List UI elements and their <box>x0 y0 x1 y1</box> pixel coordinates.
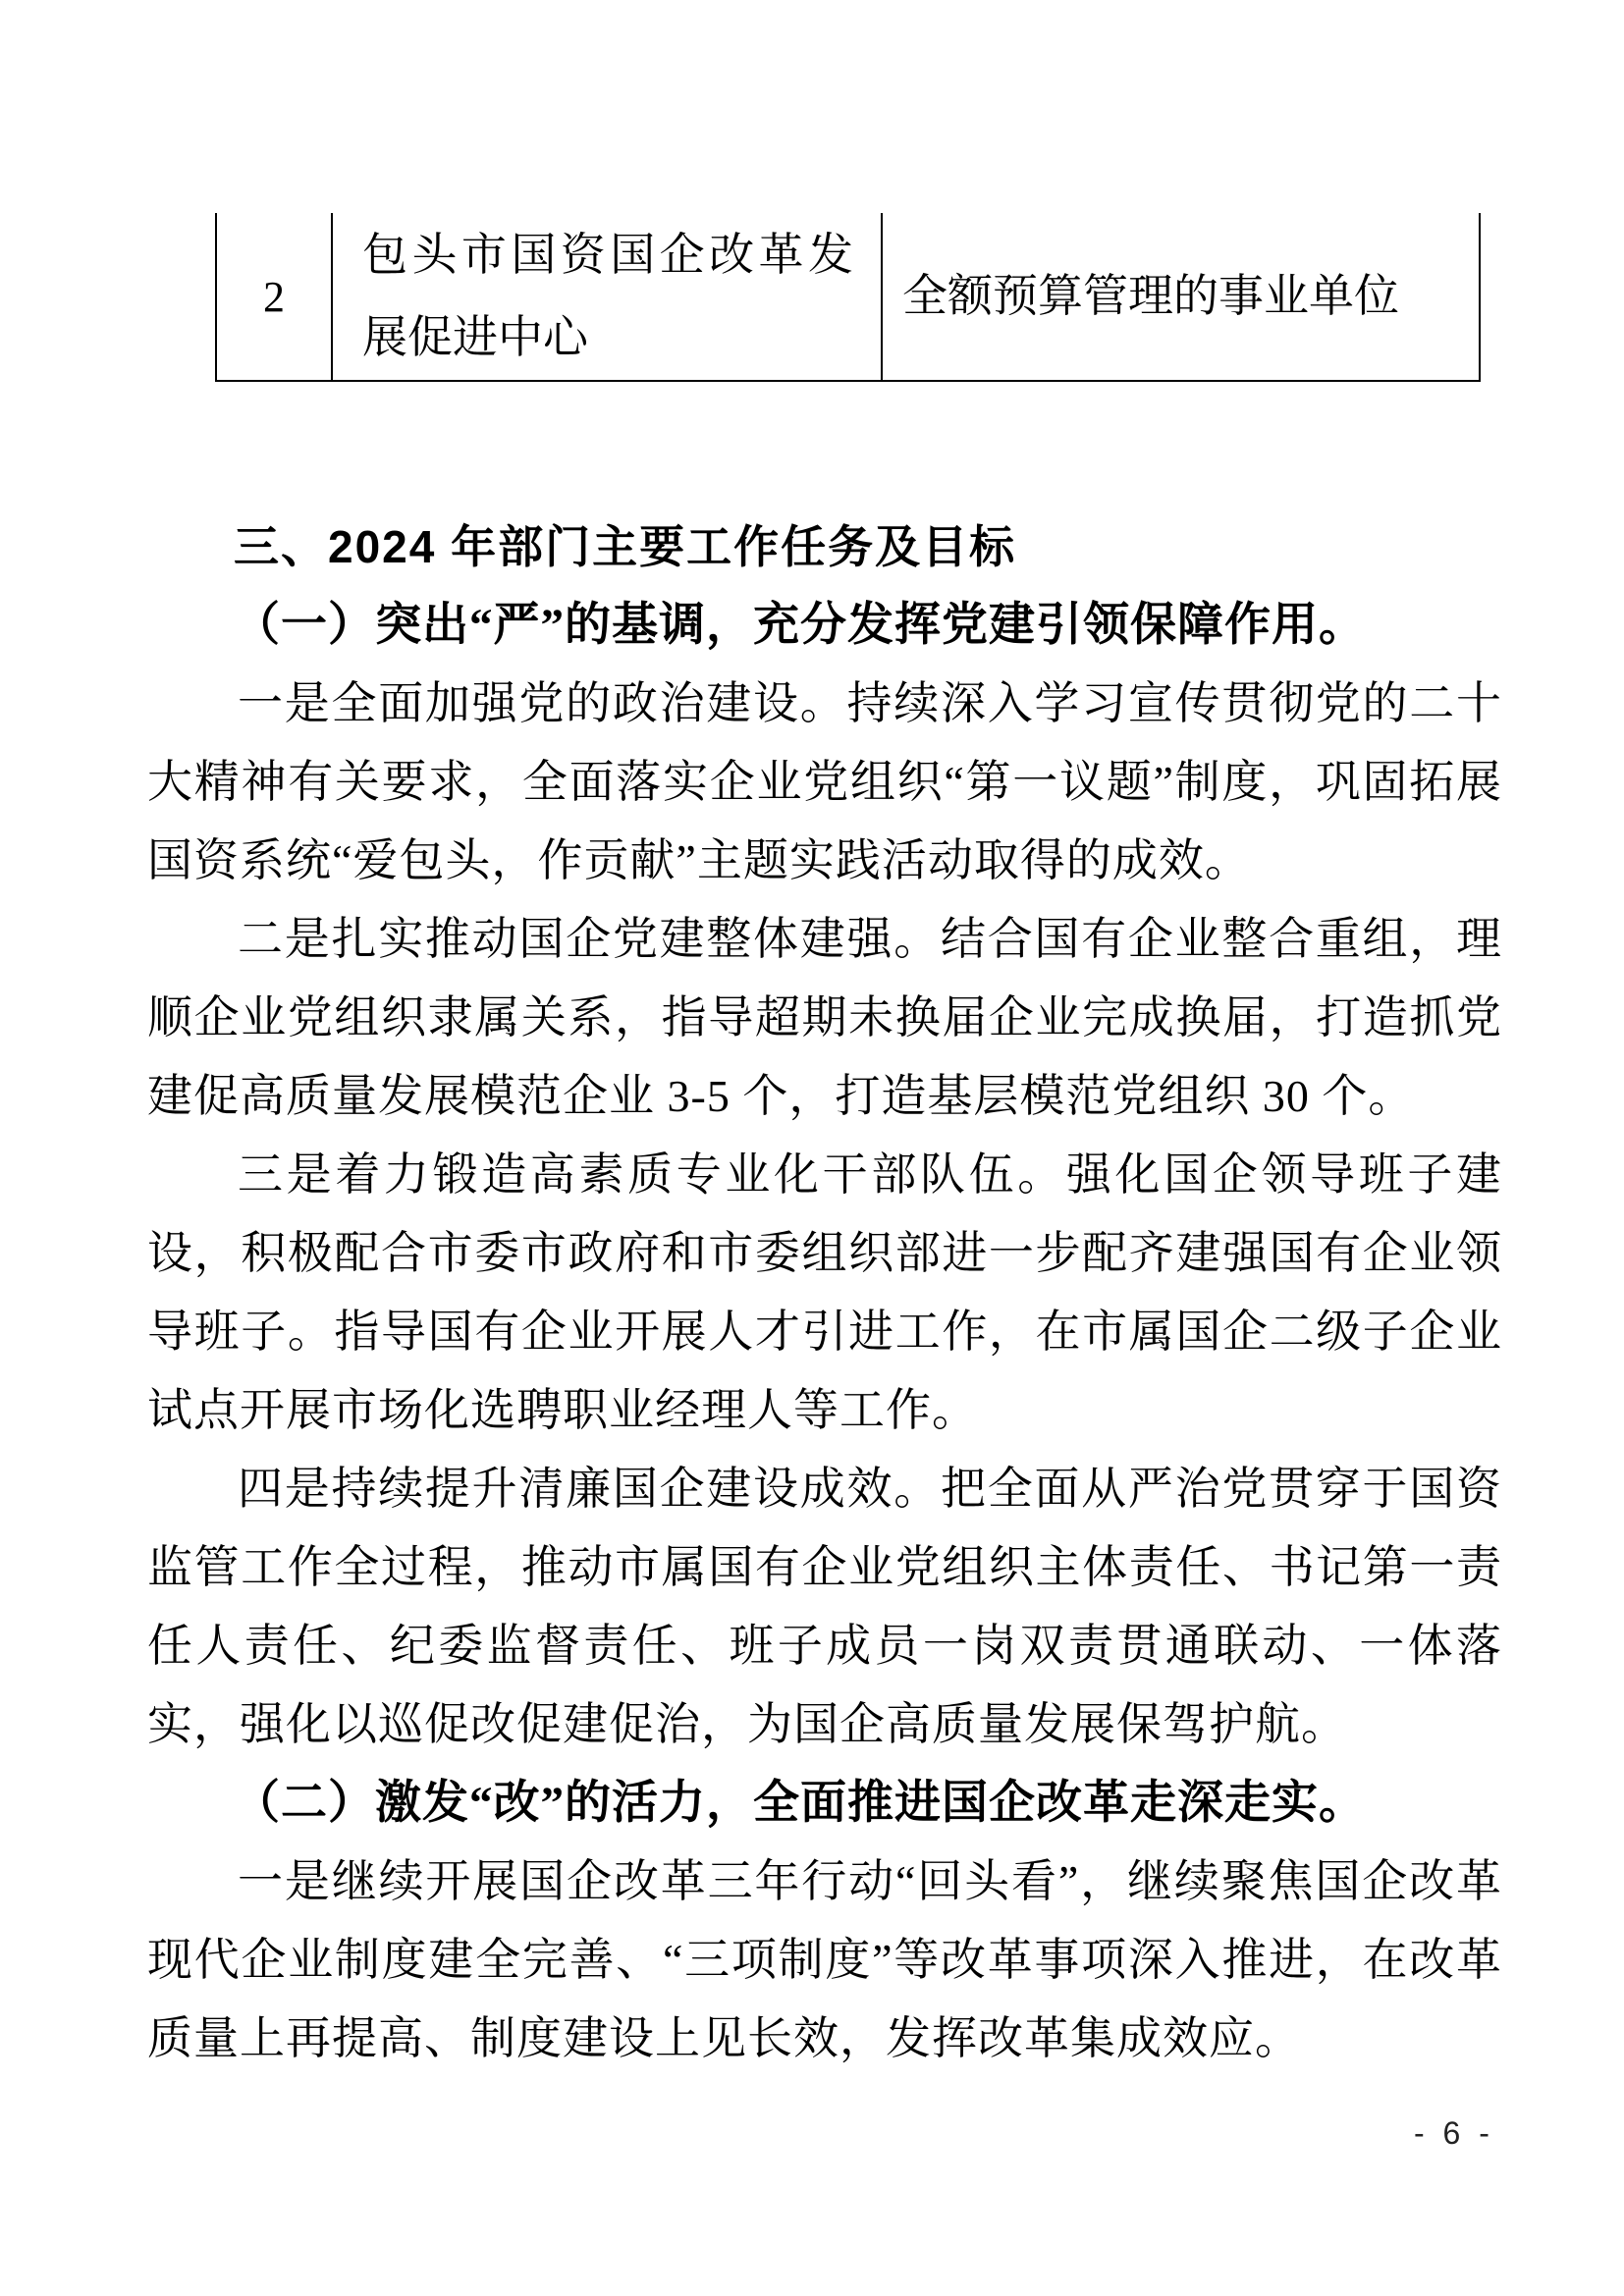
subsection1-paragraph-3: 三是着力锻造高素质专业化干部队伍。强化国企领导班子建设，积极配合市委市政府和市委组织部进一步配齐建强国有企业领导班子。指导国有企业开展人才引进工作，在市属国企二级子企业试点开展市场化选聘职业经理人等工作。 <box>147 1149 1502 1435</box>
subsection1-paragraph-1: 一是全面加强党的政治建设。持续深入学习宣传贯彻党的二十大精神有关要求，全面落实企业党组织“第一议题”制度，巩固拓展国资系统“爱包头，作贡献”主题实践活动取得的成效。 <box>147 678 1502 885</box>
subsection2-heading: （二）激发“改”的活力，全面推进国企改革走深走实。 <box>234 1778 1366 1829</box>
subsection1-heading: （一）突出“严”的基调，充分发挥党建引领保障作用。 <box>234 600 1366 651</box>
org-table <box>215 213 1481 382</box>
subsection1-paragraph-2: 二是扎实推动国企党建整体建强。结合国有企业整合重组，理顺企业党组织隶属关系，指导超期未换届企业完成换届，打造抓党建促高质量发展模范企业 3-5 个，打造基层模范党组织 30 个。 <box>147 914 1502 1121</box>
table-cell-row-index: 2 <box>215 213 331 380</box>
section-heading: 三、2024 年部门主要工作任务及目标 <box>234 521 1017 572</box>
table-cell-budget-type: 全额预算管理的事业单位 <box>881 213 1481 380</box>
subsection2-paragraph-1: 一是继续开展国企改革三年行动“回头看”，继续聚焦国企改革现代企业制度建全完善、“三项制度”等改革事项深入推进，在改革质量上再提高、制度建设上见长效，发挥改革集成效应。 <box>147 1856 1502 2063</box>
page-number: - 6 - <box>1414 2115 1494 2151</box>
subsection1-paragraph-4: 四是持续提升清廉国企建设成效。把全面从严治党贯穿于国资监管工作全过程，推动市属国有企业党组织主体责任、书记第一责任人责任、纪委监督责任、班子成员一岗双责贯通联动、一体落实，强化以巡促改促建促治，为国企高质量发展保驾护航。 <box>147 1464 1502 1749</box>
document-body <box>147 507 1502 2078</box>
table-cell-organization: 包头市国资国企改革发展促进中心 <box>331 213 881 380</box>
